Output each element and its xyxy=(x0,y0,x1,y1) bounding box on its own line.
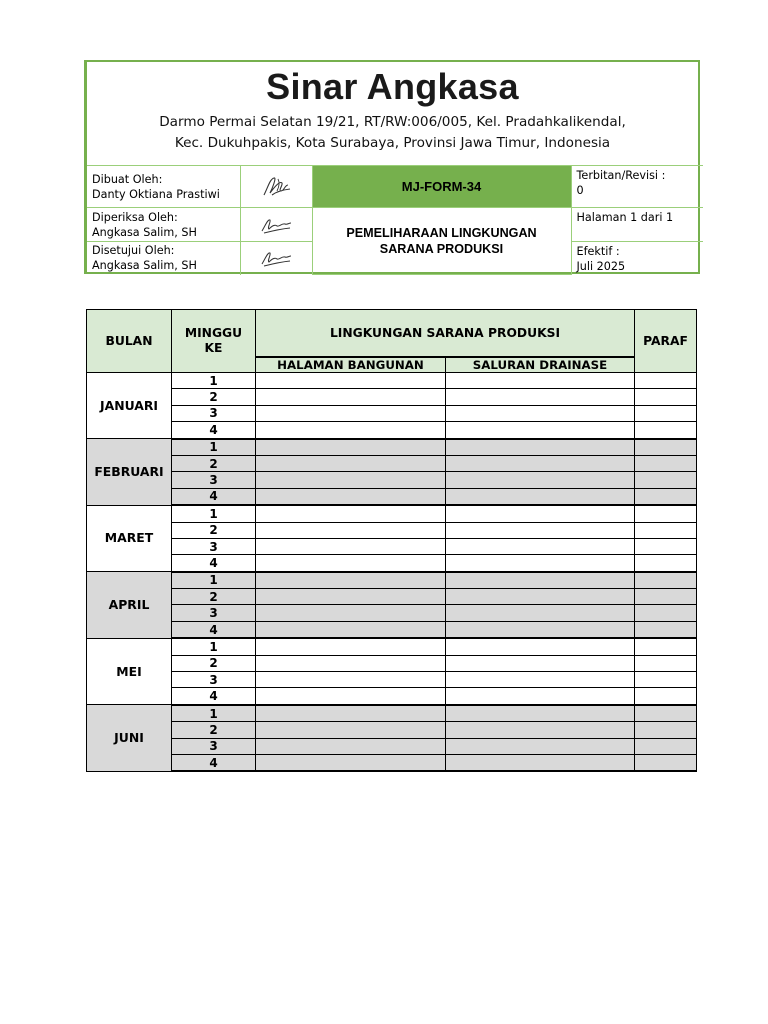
drainage-entry-cell[interactable] xyxy=(446,621,635,638)
signature-entry-cell[interactable] xyxy=(635,688,697,705)
signature-entry-cell[interactable] xyxy=(635,472,697,488)
building-yard-entry-cell[interactable] xyxy=(256,688,446,705)
signature-entry-cell[interactable] xyxy=(635,621,697,638)
drainage-entry-cell[interactable] xyxy=(446,672,635,688)
week-number-cell: 4 xyxy=(172,621,256,638)
drainage-entry-cell[interactable] xyxy=(446,373,635,389)
building-yard-entry-cell[interactable] xyxy=(256,638,446,655)
document-header xyxy=(84,60,700,274)
month-cell: JUNI xyxy=(87,705,172,772)
signature-entry-cell[interactable] xyxy=(635,439,697,456)
week-number-cell: 3 xyxy=(172,405,256,421)
table-row xyxy=(87,555,697,572)
signature-entry-cell[interactable] xyxy=(635,505,697,522)
header-building-yard: HALAMAN BANGUNAN xyxy=(256,357,446,373)
drainage-entry-cell[interactable] xyxy=(446,589,635,605)
header-month: BULAN xyxy=(87,310,172,373)
drainage-entry-cell[interactable] xyxy=(446,522,635,538)
made-by-signature-cell xyxy=(240,166,312,208)
week-number-cell: 2 xyxy=(172,589,256,605)
month-cell: MARET xyxy=(87,505,172,572)
revision-value: 0 xyxy=(576,184,584,197)
week-number-cell: 4 xyxy=(172,488,256,505)
week-number-cell: 3 xyxy=(172,472,256,488)
week-number-cell: 3 xyxy=(172,538,256,554)
table-body xyxy=(87,373,697,772)
building-yard-entry-cell[interactable] xyxy=(256,589,446,605)
signature-entry-cell[interactable] xyxy=(635,455,697,471)
week-number-cell: 1 xyxy=(172,373,256,389)
month-cell: JANUARI xyxy=(87,373,172,439)
week-number-cell: 4 xyxy=(172,754,256,771)
approved-by-cell xyxy=(87,242,240,275)
document-title-line-1: PEMELIHARAAN LINGKUNGAN xyxy=(346,226,537,240)
signature-entry-cell[interactable] xyxy=(635,754,697,771)
table-row xyxy=(87,389,697,405)
form-code-cell: MJ-FORM-34 xyxy=(312,166,571,208)
signature-entry-cell[interactable] xyxy=(635,422,697,439)
signature-entry-cell[interactable] xyxy=(635,705,697,722)
company-address xyxy=(87,112,698,154)
week-number-cell: 2 xyxy=(172,455,256,471)
drainage-entry-cell[interactable] xyxy=(446,505,635,522)
drainage-entry-cell[interactable] xyxy=(446,455,635,471)
page-info-cell: Halaman 1 dari 1 xyxy=(571,208,703,242)
table-row xyxy=(87,572,697,589)
building-yard-entry-cell[interactable] xyxy=(256,488,446,505)
signature-entry-cell[interactable] xyxy=(635,405,697,421)
effective-label: Efektif : xyxy=(576,245,620,258)
drainage-entry-cell[interactable] xyxy=(446,439,635,456)
table-row xyxy=(87,655,697,671)
document-meta-table xyxy=(87,165,703,275)
drainage-entry-cell[interactable] xyxy=(446,754,635,771)
table-row xyxy=(87,472,697,488)
drainage-entry-cell[interactable] xyxy=(446,555,635,572)
made-by-name: Danty Oktiana Prastiwi xyxy=(92,187,220,201)
drainage-entry-cell[interactable] xyxy=(446,638,635,655)
building-yard-entry-cell[interactable] xyxy=(256,405,446,421)
building-yard-entry-cell[interactable] xyxy=(256,522,446,538)
checked-by-name: Angkasa Salim, SH xyxy=(92,225,197,239)
address-line-1: Darmo Permai Selatan 19/21, RT/RW:006/005, Kel. Pradahkalikendal, xyxy=(159,114,626,130)
drainage-entry-cell[interactable] xyxy=(446,472,635,488)
table-row xyxy=(87,439,697,456)
table-row xyxy=(87,688,697,705)
address-line-2: Kec. Dukuhpakis, Kota Surabaya, Provinsi Jawa Timur, Indonesia xyxy=(174,135,611,151)
document-title-line-2: SARANA PRODUKSI xyxy=(379,242,504,256)
drainage-entry-cell[interactable] xyxy=(446,722,635,738)
checked-by-signature-cell xyxy=(240,208,312,242)
building-yard-entry-cell[interactable] xyxy=(256,555,446,572)
table-row xyxy=(87,589,697,605)
week-number-cell: 3 xyxy=(172,605,256,621)
week-number-cell: 1 xyxy=(172,572,256,589)
building-yard-entry-cell[interactable] xyxy=(256,672,446,688)
header-signature: PARAF xyxy=(635,310,697,373)
week-number-cell: 1 xyxy=(172,505,256,522)
table-row xyxy=(87,422,697,439)
table-row xyxy=(87,373,697,389)
table-row xyxy=(87,754,697,771)
building-yard-entry-cell[interactable] xyxy=(256,373,446,389)
company-name: Sinar Angkasa xyxy=(266,66,519,107)
building-yard-entry-cell[interactable] xyxy=(256,655,446,671)
week-number-cell: 3 xyxy=(172,738,256,754)
building-yard-entry-cell[interactable] xyxy=(256,722,446,738)
month-cell: FEBRUARI xyxy=(87,439,172,506)
building-yard-entry-cell[interactable] xyxy=(256,455,446,471)
header-week-line-1: MINGGU xyxy=(184,326,243,340)
signature-entry-cell[interactable] xyxy=(635,373,697,389)
building-yard-entry-cell[interactable] xyxy=(256,572,446,589)
building-yard-entry-cell[interactable] xyxy=(256,538,446,554)
building-yard-entry-cell[interactable] xyxy=(256,605,446,621)
building-yard-entry-cell[interactable] xyxy=(256,422,446,439)
header-environment-group: LINGKUNGAN SARANA PRODUKSI xyxy=(256,310,635,358)
approved-by-label: Disetujui Oleh: xyxy=(92,244,175,258)
maintenance-table xyxy=(86,309,697,772)
building-yard-entry-cell[interactable] xyxy=(256,621,446,638)
signature-icon xyxy=(258,173,294,201)
building-yard-entry-cell[interactable] xyxy=(256,389,446,405)
table-row xyxy=(87,505,697,522)
effective-value: Juli 2025 xyxy=(576,260,626,273)
header-week xyxy=(172,310,256,373)
week-number-cell: 2 xyxy=(172,655,256,671)
table-row xyxy=(87,638,697,655)
checked-by-cell xyxy=(87,208,240,242)
signature-entry-cell[interactable] xyxy=(635,655,697,671)
signature-icon xyxy=(258,247,294,269)
week-number-cell: 4 xyxy=(172,422,256,439)
document-title-cell xyxy=(312,208,571,275)
table-row xyxy=(87,538,697,554)
effective-cell xyxy=(571,242,703,275)
signature-entry-cell[interactable] xyxy=(635,589,697,605)
drainage-entry-cell[interactable] xyxy=(446,738,635,754)
signature-entry-cell[interactable] xyxy=(635,538,697,554)
building-yard-entry-cell[interactable] xyxy=(256,472,446,488)
drainage-entry-cell[interactable] xyxy=(446,488,635,505)
building-yard-entry-cell[interactable] xyxy=(256,505,446,522)
month-cell: MEI xyxy=(87,638,172,705)
header-drainage: SALURAN DRAINASE xyxy=(446,357,635,373)
building-yard-entry-cell[interactable] xyxy=(256,754,446,771)
drainage-entry-cell[interactable] xyxy=(446,705,635,722)
drainage-entry-cell[interactable] xyxy=(446,655,635,671)
made-by-label: Dibuat Oleh: xyxy=(92,172,163,186)
building-yard-entry-cell[interactable] xyxy=(256,439,446,456)
week-number-cell: 4 xyxy=(172,555,256,572)
drainage-entry-cell[interactable] xyxy=(446,605,635,621)
table-row xyxy=(87,672,697,688)
table-row xyxy=(87,621,697,638)
revision-label: Terbitan/Revisi : xyxy=(576,169,666,182)
week-number-cell: 2 xyxy=(172,389,256,405)
made-by-cell xyxy=(87,166,240,208)
table-row xyxy=(87,522,697,538)
month-cell: APRIL xyxy=(87,572,172,639)
building-yard-entry-cell[interactable] xyxy=(256,738,446,754)
table-row xyxy=(87,722,697,738)
week-number-cell: 2 xyxy=(172,522,256,538)
drainage-entry-cell[interactable] xyxy=(446,405,635,421)
table-row xyxy=(87,738,697,754)
table-row xyxy=(87,705,697,722)
header-week-line-2: KE xyxy=(204,341,223,355)
week-number-cell: 3 xyxy=(172,672,256,688)
signature-entry-cell[interactable] xyxy=(635,605,697,621)
signature-entry-cell[interactable] xyxy=(635,488,697,505)
signature-entry-cell[interactable] xyxy=(635,555,697,572)
table-row xyxy=(87,405,697,421)
drainage-entry-cell[interactable] xyxy=(446,572,635,589)
week-number-cell: 4 xyxy=(172,688,256,705)
table-row xyxy=(87,488,697,505)
signature-entry-cell[interactable] xyxy=(635,522,697,538)
week-number-cell: 1 xyxy=(172,638,256,655)
approved-by-signature-cell xyxy=(240,242,312,275)
drainage-entry-cell[interactable] xyxy=(446,422,635,439)
approved-by-name: Angkasa Salim, SH xyxy=(92,259,197,273)
signature-entry-cell[interactable] xyxy=(635,722,697,738)
week-number-cell: 2 xyxy=(172,722,256,738)
signature-entry-cell[interactable] xyxy=(635,672,697,688)
checked-by-label: Diperiksa Oleh: xyxy=(92,210,178,224)
signature-icon xyxy=(258,214,294,236)
signature-entry-cell[interactable] xyxy=(635,572,697,589)
signature-entry-cell[interactable] xyxy=(635,389,697,405)
revision-cell xyxy=(571,166,703,208)
drainage-entry-cell[interactable] xyxy=(446,688,635,705)
drainage-entry-cell[interactable] xyxy=(446,389,635,405)
building-yard-entry-cell[interactable] xyxy=(256,705,446,722)
table-row xyxy=(87,605,697,621)
week-number-cell: 1 xyxy=(172,439,256,456)
drainage-entry-cell[interactable] xyxy=(446,538,635,554)
week-number-cell: 1 xyxy=(172,705,256,722)
table-row xyxy=(87,455,697,471)
signature-entry-cell[interactable] xyxy=(635,738,697,754)
signature-entry-cell[interactable] xyxy=(635,638,697,655)
